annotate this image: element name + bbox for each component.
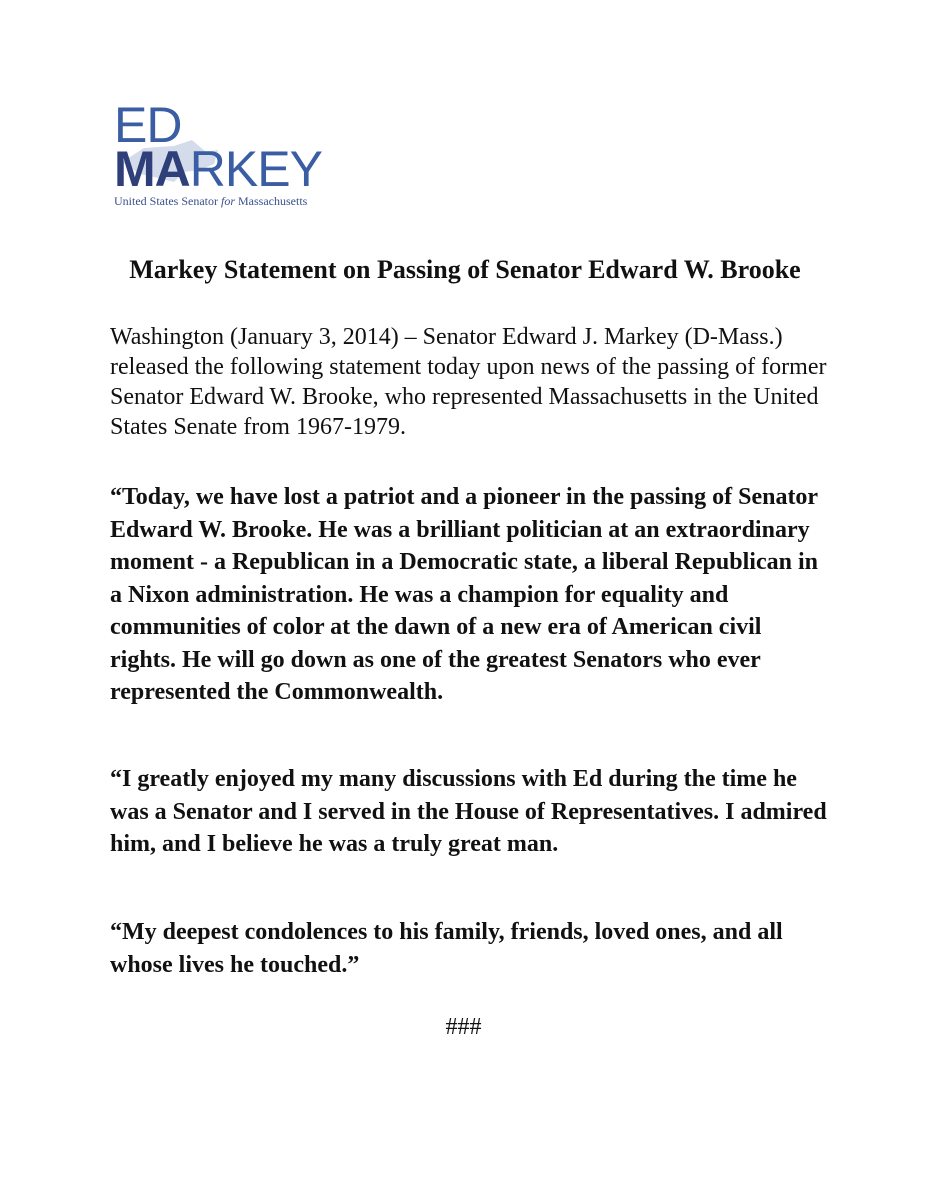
quote-paragraph-1: “Today, we have lost a patriot and a pioneer in the passing of Senator Edward W. Brooke. He was a brilliant politician at an extraordinary moment - a Republican in a Democratic state, a liberal Republican in a Nixon administration. He was a champion for equality and communities of color at the dawn of a new era of American civil rights. He will go down as one of the greatest Senators who ever represented the Commonwealth. — [110, 484, 818, 705]
statement-title: Markey Statement on Passing of Senator Edward W. Brooke — [129, 255, 801, 284]
logo-markey-text — [114, 141, 322, 197]
logo-subtitle — [114, 195, 307, 207]
logo-subtitle-italic: for — [220, 194, 235, 208]
logo-subtitle-part1: United States Senator — [114, 194, 221, 208]
logo-ed-text: ED — [114, 97, 182, 153]
logo-markey-bold: MA — [114, 141, 190, 197]
logo-subtitle-part2: Massachusetts — [235, 194, 308, 208]
intro-paragraph: Washington (January 3, 2014) – Senator Edward J. Markey (D-Mass.) released the following statement today upon news of the passing of former Senator Edward W. Brooke, who represented Massachusetts in the United States Senate from 1967-1979. — [110, 324, 827, 440]
logo-markey-rest: RKEY — [189, 141, 322, 197]
quote-paragraph-2: “I greatly enjoyed my many discussions with Ed during the time he was a Senator and I served in the House of Representatives. I admired him, and I believe he was a truly great man. — [110, 766, 827, 857]
quote-paragraph-3: “My deepest condolences to his family, friends, loved ones, and all whose lives he touched.” — [110, 919, 783, 978]
end-mark: ### — [445, 1014, 482, 1040]
senator-logo — [114, 97, 322, 210]
